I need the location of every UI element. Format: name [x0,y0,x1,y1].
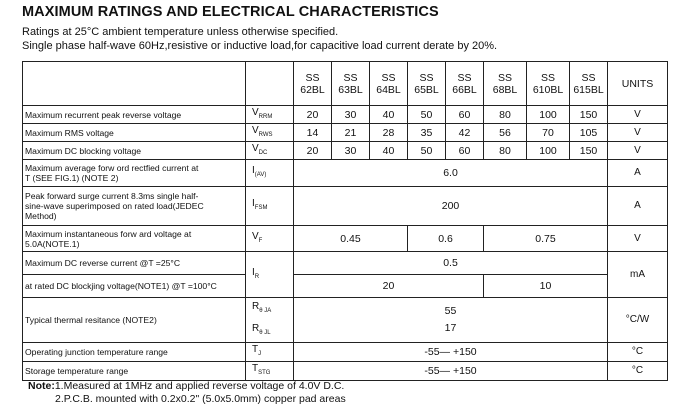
model-header [570,62,608,106]
table-row [23,252,668,275]
model-header [484,62,527,106]
model-prefix: SS [457,71,472,84]
param-symbol: $R_{\theta JA}$ $R_{\theta JL}$ [246,298,294,343]
unit-cell: V [608,226,668,252]
param-symbol: $T_{STG}$ [246,362,294,381]
note-1: 1.Measured at 1MHz and applied reverse voltage of 4.0V D.C. [54,380,345,392]
table-row [23,106,668,124]
param-desc: Storage temperature range [23,362,246,381]
value-cell: 30 [332,106,370,124]
model-header [446,62,484,106]
value-cell: 150 [570,142,608,160]
value-cell: 40 [370,106,408,124]
model-prefix: SS [540,71,555,84]
model-code: 610BL [532,83,564,96]
table-row [23,343,668,362]
param-desc: Operating junction temperature range [23,343,246,362]
unit-cell: mA [608,252,668,298]
model-code: 64BL [376,83,401,96]
param-symbol: $V_{DC}$ [246,142,294,160]
value-cell: 42 [446,124,484,142]
note-2: 2.P.C.B. mounted with 0.2x0.2" (5.0x5.0mm) copper pad areas [55,393,346,405]
param-symbol: $T_J$ [246,343,294,362]
value-cell: -55— +150 [294,343,608,362]
value-cell: 28 [370,124,408,142]
value-cell: 150 [570,106,608,124]
value-cell: 0.6 [408,226,484,252]
model-prefix: SS [343,71,358,84]
table-row [23,298,668,343]
value-cell: 100 [527,142,570,160]
unit-cell: V [608,142,668,160]
value-cell: 14 [294,124,332,142]
param-desc: Maximum average forw ord rectfied current at T (SEE FIG.1) (NOTE 2) [23,160,246,187]
ratings-table [22,61,668,381]
table-row [23,142,668,160]
value-cell: 0.75 [484,226,608,252]
value-cell: 60 [446,142,484,160]
model-code: 63BL [338,83,363,96]
value-cell: 105 [570,124,608,142]
param-desc: Maximum DC blocking voltage [23,142,246,160]
param-symbol: $V_{RWS}$ [246,124,294,142]
param-symbol: $I_R$ [246,252,294,298]
value-cell: 70 [527,124,570,142]
value-cell: 21 [332,124,370,142]
value-cell: 10 [484,275,608,298]
notes [28,380,346,406]
unit-cell: °C [608,343,668,362]
param-symbol: $V_F$ [246,226,294,252]
value-cell: 200 [294,187,608,226]
model-prefix: SS [419,71,434,84]
value-cell: 0.45 [294,226,408,252]
value-cell: 80 [484,142,527,160]
param-desc: Maximum recurrent peak reverse voltage [23,106,246,124]
unit-cell: °C [608,362,668,381]
value-cell: 56 [484,124,527,142]
param-symbol: $I_{(AV)}$ [246,160,294,187]
value-cell: 50 [408,142,446,160]
value-cell: 20 [294,142,332,160]
unit-cell: A [608,160,668,187]
units-header: UNITS [608,62,668,106]
model-header [408,62,446,106]
param-desc: Maximum DC reverse current @T =25°C [23,252,246,275]
unit-cell: A [608,187,668,226]
value-cell: 0.5 [294,252,608,275]
value-cell: 30 [332,142,370,160]
model-code: 615BL [573,83,604,96]
value-cell: 40 [370,142,408,160]
unit-cell: V [608,106,668,124]
table-row [23,124,668,142]
model-code: 62BL [300,83,325,96]
model-prefix: SS [497,71,512,84]
model-prefix: SS [381,71,396,84]
value-cell: 60 [446,106,484,124]
unit-cell: V [608,124,668,142]
value-cell: 100 [527,106,570,124]
model-code: 68BL [492,83,518,96]
value-cell: 55 17 [294,298,608,343]
value-cell: 35 [408,124,446,142]
value-cell: 50 [408,106,446,124]
param-desc: Maximum RMS voltage [23,124,246,142]
value-cell: -55— +150 [294,362,608,381]
intro-line-2: Single phase half-wave 60Hz,resistive or inductive load,for capacitive load current derate by 20%. [22,40,498,52]
model-prefix: SS [305,71,320,84]
param-desc: Typical thermal resitance (NOTE2) [23,298,246,343]
value-cell: 80 [484,106,527,124]
param-desc: Maximum instantaneous forw ard voltage at 5.0A(NOTE.1) [23,226,246,252]
header-sym-cell [246,62,294,106]
table-row [23,275,668,298]
value-cell: 6.0 [294,160,608,187]
intro-line-1: Ratings at 25°C ambient temperature unless otherwise specified. [22,26,339,38]
param-desc: Peak forward surge current 8.3ms single half- sine-wave superimposed on rated load(JEDEC Method) [23,187,246,226]
model-code: 65BL [414,83,439,96]
param-symbol: $I_{FSM}$ [246,187,294,226]
notes-label: Note: [28,380,55,392]
value-cell: 20 [294,106,332,124]
model-prefix: SS [581,71,596,84]
model-header [294,62,332,106]
page-title: MAXIMUM RATINGS AND ELECTRICAL CHARACTERISTICS [22,4,439,20]
model-header [370,62,408,106]
model-header [527,62,570,106]
header-row [23,62,668,106]
table-row [23,187,668,226]
table-row [23,226,668,252]
unit-cell: °C/W [608,298,668,343]
header-desc-cell [23,62,246,106]
model-header [332,62,370,106]
param-symbol: $V_{RRM}$ [246,106,294,124]
value-cell: 20 [294,275,484,298]
table-row [23,362,668,381]
param-desc: at rated DC blockjing voltage(NOTE1) @T =100°C [23,275,246,298]
model-code: 66BL [452,83,477,96]
table-row [23,160,668,187]
